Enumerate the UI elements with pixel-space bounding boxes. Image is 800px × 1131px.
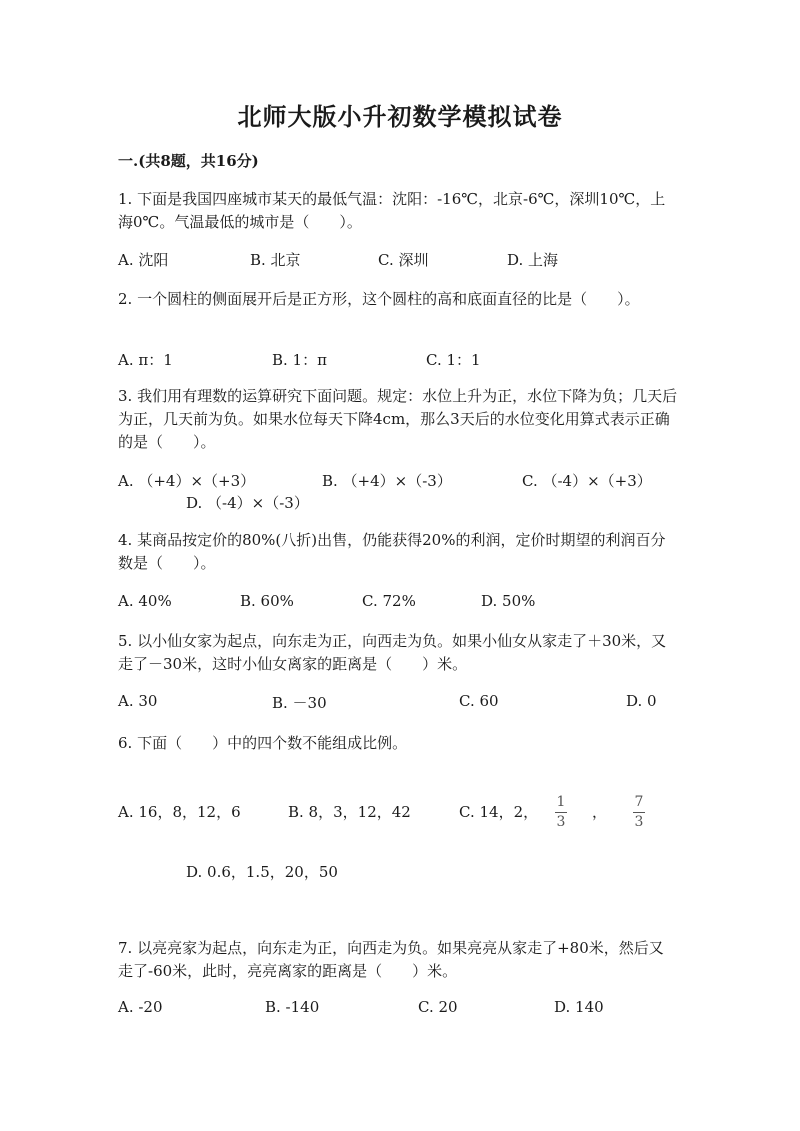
- q6-fraction-1: [555, 795, 567, 830]
- question-3-text: 3. 我们用有理数的运算研究下面问题。规定：水位上升为正，水位下降为负；几天后为正，几天前为负。如果水位每天下降4cm，那么3天后的水位变化用算式表示正确的是（ ）。: [118, 387, 678, 451]
- q2-option-a[interactable]: A. π：1: [118, 351, 173, 369]
- question-1-text: 1. 下面是我国四座城市某天的最低气温：沈阳：-16℃，北京-6℃，深圳10℃，上海0℃。气温最低的城市是（ ）。: [118, 190, 666, 231]
- section-heading: 一.(共8题，共16分): [118, 152, 259, 170]
- page-title: 北师大版小升初数学模拟试卷: [237, 102, 563, 131]
- q7-option-b[interactable]: B. -140: [265, 998, 320, 1016]
- question-6-text: 6. 下面（ ）中的四个数不能组成比例。: [118, 734, 408, 752]
- q3-option-d[interactable]: D. （-4）×（-3）: [186, 494, 309, 512]
- fraction-numerator: 7: [634, 794, 644, 810]
- question-4-text: 4. 某商品按定价的80%(八折)出售，仍能获得20%的利润，定价时期望的利润百分数是（ ）。: [118, 531, 666, 572]
- q2-option-c[interactable]: C. 1：1: [426, 351, 481, 369]
- q4-option-b[interactable]: B. 60%: [240, 592, 294, 610]
- q4-option-d[interactable]: D. 50%: [481, 592, 536, 610]
- fraction-denominator: 3: [556, 814, 566, 830]
- q1-option-d[interactable]: D. 上海: [507, 251, 559, 269]
- q7-option-a[interactable]: A. -20: [118, 998, 163, 1016]
- q3-option-b[interactable]: B. （+4）×（-3）: [322, 472, 452, 490]
- q6-option-a[interactable]: A. 16，8，12，6: [118, 803, 241, 821]
- fraction-separator: ，: [592, 803, 608, 821]
- q4-option-a[interactable]: A. 40%: [118, 592, 172, 610]
- q5-option-d[interactable]: D. 0: [626, 692, 657, 710]
- q1-option-b[interactable]: B. 北京: [250, 251, 301, 269]
- q1-option-c[interactable]: C. 深圳: [378, 251, 429, 269]
- q1-option-a[interactable]: A. 沈阳: [118, 251, 169, 269]
- q6-option-d[interactable]: D. 0.6，1.5，20，50: [186, 863, 338, 881]
- question-2-text: 2. 一个圆柱的侧面展开后是正方形，这个圆柱的高和底面直径的比是（ ）。: [118, 290, 640, 308]
- fraction-numerator: 1: [556, 794, 566, 810]
- q6-fraction-2: [633, 795, 645, 830]
- q2-option-b[interactable]: B. 1：π: [272, 351, 327, 369]
- fraction-bar: [555, 812, 567, 813]
- fraction-bar: [633, 812, 645, 813]
- q5-option-a[interactable]: A. 30: [118, 692, 158, 710]
- fraction-denominator: 3: [634, 814, 644, 830]
- question-7-text: 7. 以亮亮家为起点，向东走为正，向西走为负。如果亮亮从家走了+80米，然后又走了-60米，此时，亮亮离家的距离是（ ）米。: [118, 939, 664, 980]
- q5-option-b[interactable]: B. －30: [272, 694, 327, 712]
- q6-option-c[interactable]: C. 14，2，: [459, 803, 539, 821]
- question-5-text: 5. 以小仙女家为起点，向东走为正，向西走为负。如果小仙女从家走了＋30米，又走了－30米，这时小仙女离家的距离是（ ）米。: [118, 632, 667, 673]
- q5-option-c[interactable]: C. 60: [459, 692, 499, 710]
- q7-option-c[interactable]: C. 20: [418, 998, 458, 1016]
- q6-option-b[interactable]: B. 8，3，12，42: [288, 803, 411, 821]
- q3-option-c[interactable]: C. （-4）×（+3）: [522, 472, 652, 490]
- q4-option-c[interactable]: C. 72%: [362, 592, 416, 610]
- q3-option-a[interactable]: A. （+4）×（+3）: [118, 472, 256, 490]
- q7-option-d[interactable]: D. 140: [554, 998, 604, 1016]
